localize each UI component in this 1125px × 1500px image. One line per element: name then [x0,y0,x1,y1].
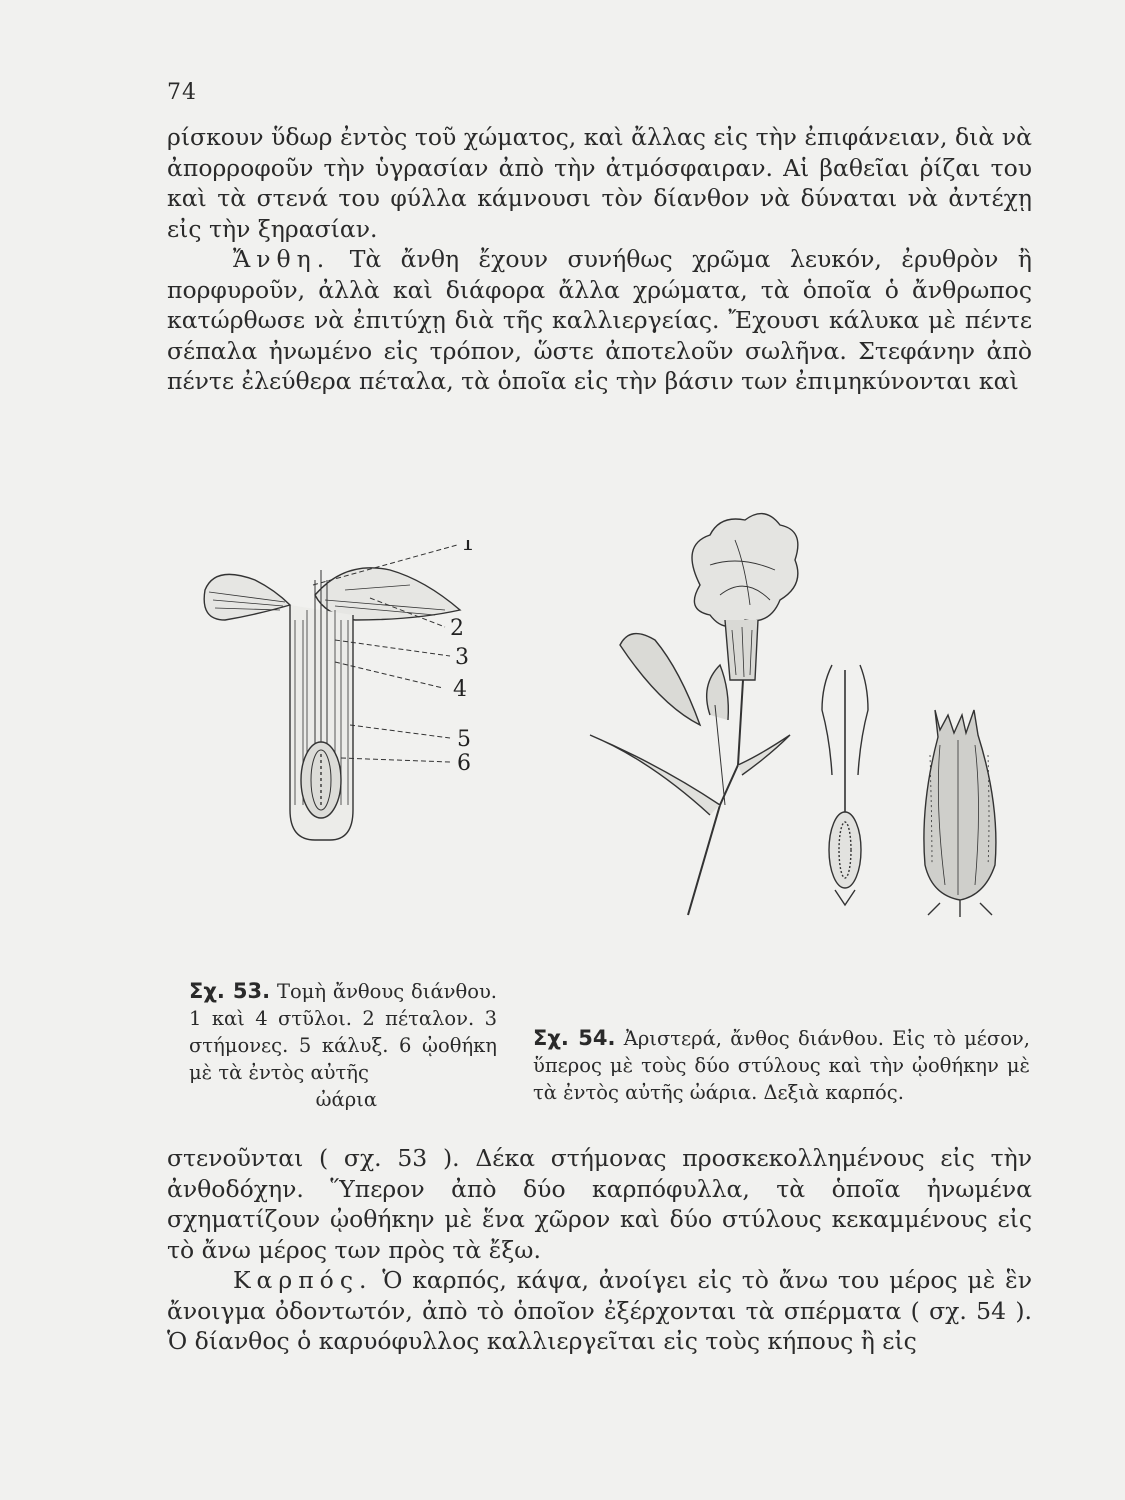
figure-53-label-3: 3 [455,645,469,670]
page-number: 74 [167,80,197,105]
figure-53-caption-last-line: ὠάρια [315,1088,377,1111]
figure-53-caption-text: Τομὴ ἄνθους διάνθου. 1 καὶ 4 στῦλοι. 2 πέταλον. 3 στήμονες. 5 κάλυξ. 6 ᾠοθήκη μὲ τὰ ἐντὸς αὐτῆς [189,980,497,1084]
paragraph-bottom [167,1143,1032,1357]
figure-53-label-4: 4 [453,677,467,702]
figure-53-caption-label: Σχ. 53. [189,979,271,1003]
figure-53-caption [189,978,497,1113]
paragraph-top [167,122,1032,397]
paragraph-top-body: Τὰ ἄνθη ἔχουν συνήθως χρῶμα λευκόν, ἐρυθρὸν ἢ πορφυροῦν, ἀλλὰ καὶ διάφορα ἄλλα χρώματα, τὰ ὁποῖα ὁ ἄνθρωπος κατώρθωσε νὰ ἐπιτύχῃ διὰ τῆς καλλιεργείας. Ἔχουσι κάλυκα μὲ πέντε σέπαλα ἠνωμένο εἰς τρόπον, ὥστε ἀποτελοῦν σωλῆνα. Στεφάνην ἀπὸ πέντε ἐλεύθερα πέταλα, τὰ ὁποῖα εἰς τὴν βάσιν των ἐπιμηκύνονται καὶ [167,245,1032,395]
paragraph-top-continuation: ρίσκουν ὕδωρ ἐντὸς τοῦ χώματος, καὶ ἄλλας εἰς τὴν ἐπιφάνειαν, διὰ νὰ ἀπορροφοῦν τὴν ὑγρασίαν ἀπὸ τὴν ἀτμόσφαιραν. Αἱ βαθεῖαι ῥίζαι του καὶ τὰ στενά του φύλλα κάμνουσι τὸν δίανθον νὰ δύναται νὰ ἀντέχῃ εἰς τὴν ξηρασίαν. [167,123,1032,243]
figure-53-label-5: 5 [457,727,471,752]
figure-54-caption-text: Ἀριστερά, ἄνθος διάνθου. Εἰς τὸ μέσον, ὕπερος μὲ τοὺς δύο στύλους καὶ τὴν ᾠοθήκην μὲ τὰ ἐντὸς αὐτῆς ὠάρια. Δεξιὰ καρπός. [533,1027,1030,1104]
section-heading-fruit: Καρπός. [233,1266,373,1294]
section-heading-flowers: Ἄνθη. [233,245,331,273]
paragraph-bottom-continuation: στενοῦνται ( σχ. 53 ). Δέκα στήμονας προσκεκολλημένους εἰς τὴν ἀνθοδόχην. Ὕπερον ἀπὸ δύο καρπόφυλλα, τὰ ὁποῖα ἠνωμένα σχηματίζουν ᾠοθήκην μὲ ἕνα χῶρον καὶ δύο στύλους κεκαμμένους εἰς τὸ ἄνω μέρος των πρὸς τὰ ἔξω. [167,1144,1032,1264]
carnation-illustration [560,505,1030,935]
figure-54-caption-label: Σχ. 54. [533,1026,616,1050]
paragraph-bottom-body: Ὁ καρπός, κάψα, ἀνοίγει εἰς τὸ ἄνω του μέρος μὲ ἓν ἄνοιγμα ὀδοντωτόν, ἀπὸ τὸ ὁποῖον ἐξέρχονται τὰ σπέρματα ( σχ. 54 ). Ὁ δίανθος ὁ καρυόφυλλος καλλιεργεῖται εἰς τοὺς κήπους ἢ εἰς [167,1266,1032,1355]
figure-54-caption [533,1025,1030,1106]
flower-section-illustration [195,540,495,855]
figure-53-label-2: 2 [450,616,464,641]
figure-53-label-6: 6 [457,751,471,776]
figure-53-flower-section [195,540,495,855]
figure-54-carnation-illustrations [560,505,1030,935]
figure-53-label-1: 1 [461,540,475,556]
